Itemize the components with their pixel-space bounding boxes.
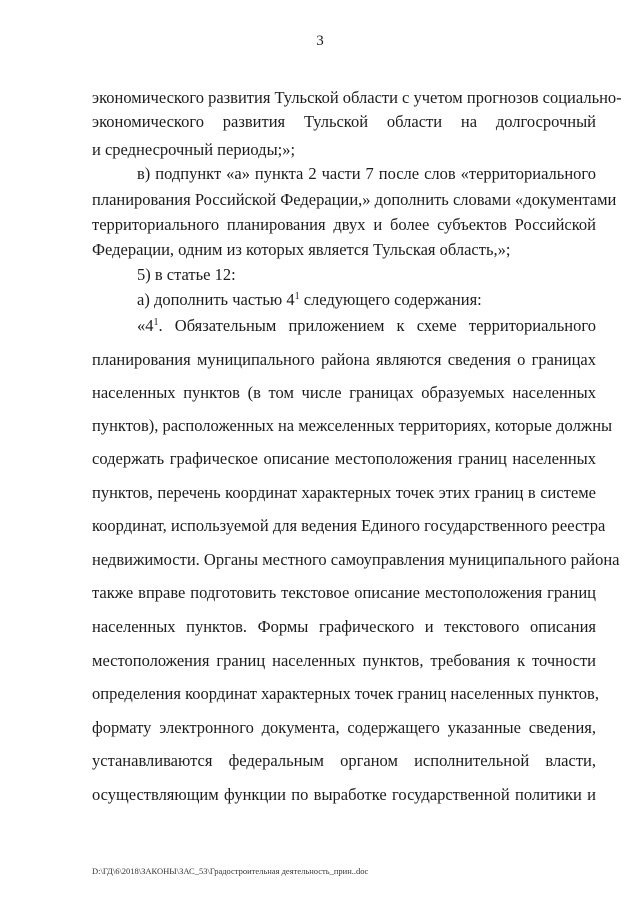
text-line [92,751,596,771]
text-line [92,449,596,469]
text-line-content: устанавливаются федеральным органом исполнительной власти, [92,751,596,770]
text-line [137,265,596,285]
text-line-content: а) дополнить частью 4 [137,290,295,309]
text-line-content: территориального планирования двух и более субъектов Российской [92,215,596,234]
superscript: 1 [153,317,159,328]
text-line-content: экономического развития Тульской области с учетом прогнозов социально- [92,88,622,107]
text-line [137,164,596,184]
text-line-content: содержать графическое описание местоположения границ населенных [92,449,596,468]
text-line-content: формату электронного документа, содержащего указанные сведения, [92,718,596,737]
text-line [92,112,596,132]
text-line [92,190,617,210]
text-line-content: определения координат характерных точек границ населенных пунктов, [92,684,599,703]
text-line-content: населенных пунктов. Формы графического и текстового описания [92,617,596,636]
superscript: 1 [294,291,300,302]
text-line-content: местоположения границ населенных пунктов, требования к точности [92,651,596,670]
file-path-footer: D:\ГД\6\2018\ЗАКОНЫ\ЗАС_53\Градостроительная деятельность_прин..doc [92,866,369,876]
text-line-content: Федерации, одним из которых является Тульская область,»; [92,240,511,259]
text-line [92,88,622,108]
text-line-content: также вправе подготовить текстовое описание местоположения границ [92,583,596,602]
text-line-content: «4 [137,316,154,335]
text-line-content: в) подпункт «а» пункта 2 части 7 после слов «территориального [137,164,596,183]
text-line-content: осуществляющим функции по выработке государственной политики и [92,785,596,804]
text-line [92,383,596,403]
text-line [92,350,596,370]
text-line-content: населенных пунктов (в том числе границах образуемых населенных [92,383,596,402]
text-line [92,583,596,603]
text-line-content: пунктов, перечень координат характерных точек этих границ в системе [92,483,596,502]
text-line [92,215,596,235]
text-line-content: недвижимости. Органы местного самоуправления муниципального района [92,550,620,569]
text-line [92,483,596,503]
text-line-content: координат, используемой для ведения Единого государственного реестра [92,516,606,535]
text-line [92,140,596,160]
text-line-continuation: следующего содержания: [299,290,482,309]
text-line [92,416,613,436]
text-line [137,290,596,310]
text-line [92,550,620,570]
text-line-content: планирования Российской Федерации,» дополнить словами «документами [92,190,617,209]
text-line [92,240,596,260]
text-line-content: и среднесрочный периоды;»; [92,140,296,159]
text-line [137,316,596,336]
page-number: 3 [316,33,324,49]
text-line-content: пунктов), расположенных на межселенных территориях, которые должны [92,416,613,435]
text-line [92,516,606,536]
text-line [92,718,596,738]
text-line-content: экономического развития Тульской области на долгосрочный [92,112,596,131]
text-line [92,617,596,637]
text-line-continuation: . Обязательным приложением к схеме территориального [158,316,596,335]
text-line [92,785,596,805]
text-line [92,651,596,671]
text-line-content: 5) в статье 12: [137,265,236,284]
text-line-content: планирования муниципального района являются сведения о границах [92,350,596,369]
text-line [92,684,599,704]
